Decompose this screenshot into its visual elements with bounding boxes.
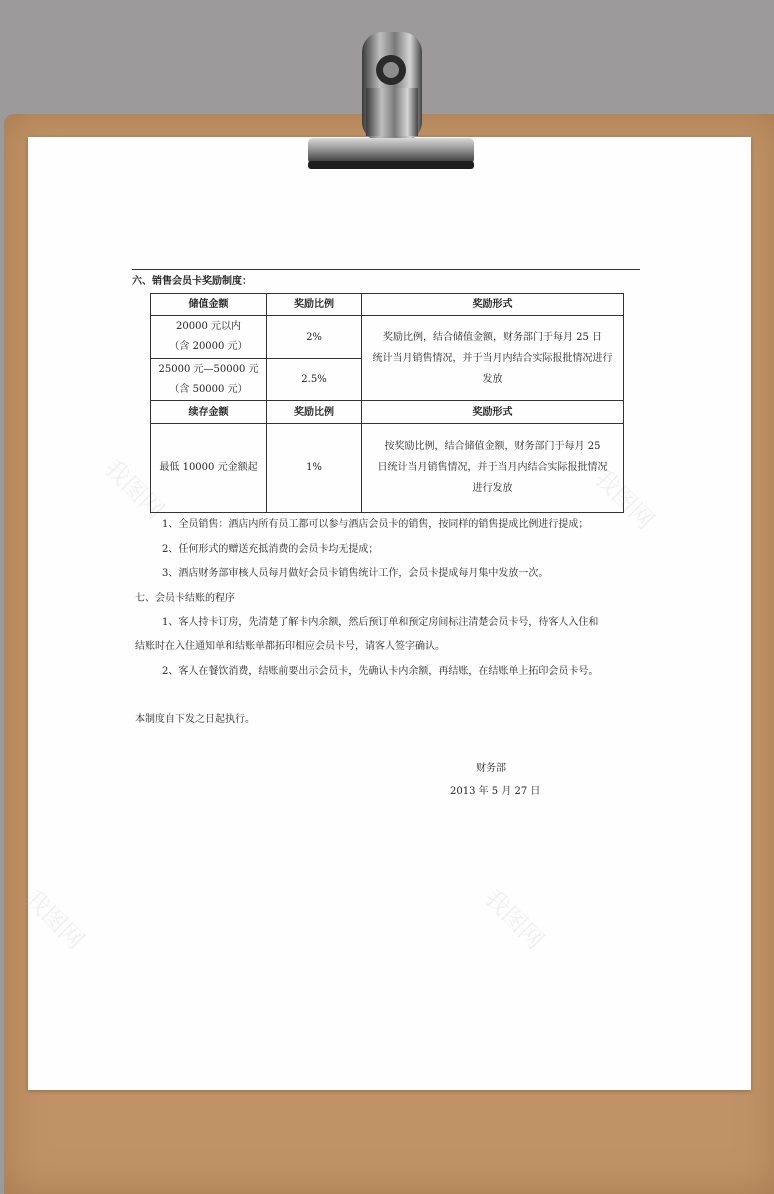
watermark: 我图网 bbox=[478, 883, 550, 955]
header-rule bbox=[132, 269, 640, 270]
table-header-cell: 奖励形式 bbox=[362, 401, 624, 423]
table-header-cell: 奖励比例 bbox=[267, 401, 362, 423]
signature-date: 2013 年 5 月 27 日 bbox=[450, 786, 541, 797]
table-header-cell: 储值金额 bbox=[151, 294, 267, 316]
amount-line: 20000 元以内 bbox=[176, 321, 241, 333]
desc-line: 日统计当月销售情况，并于当月内结合实际报批情况 bbox=[377, 462, 608, 474]
desc-line: 按奖励比例，结合储值金额，财务部门于每月 25 bbox=[384, 441, 601, 453]
table-header-cell: 奖励形式 bbox=[362, 294, 624, 316]
table-cell bbox=[362, 423, 624, 512]
table-cell bbox=[151, 358, 267, 401]
desc-line: 发放 bbox=[482, 373, 503, 385]
desc-line: 统计当月销售情况，并于当月内结合实际报批情况进行 bbox=[372, 352, 613, 364]
section6-title: 六、销售会员卡奖励制度： bbox=[132, 276, 252, 287]
note-1: 1、全员销售：酒店内所有员工都可以参与酒店会员卡的销售，按同样的销售提成比例进行提成； bbox=[162, 519, 589, 530]
section7-title: 七、会员卡结账的程序 bbox=[135, 593, 235, 604]
amount-line: （含 50000 元） bbox=[169, 383, 248, 395]
binder-clip-icon bbox=[300, 28, 478, 178]
table-cell: 最低 10000 元金额起 bbox=[151, 423, 267, 512]
amount-line: （含 20000 元） bbox=[169, 341, 248, 353]
watermark: 我图网 bbox=[98, 453, 170, 525]
table-cell bbox=[362, 316, 624, 401]
watermark: 我图网 bbox=[18, 883, 90, 955]
desc-line: 奖励比例，结合储值金额，财务部门于每月 25 日 bbox=[382, 331, 603, 343]
table-cell bbox=[151, 316, 267, 359]
note-2: 2、任何形式的赠送充抵消费的会员卡均无提成； bbox=[162, 544, 379, 555]
section7-p1-line1: 1、客人持卡订房，先清楚了解卡内余额，然后预订单和预定房间标注清楚会员卡号，待客人入住和 bbox=[162, 617, 599, 628]
table-header-cell: 奖励比例 bbox=[267, 294, 362, 316]
table-cell: 1% bbox=[267, 423, 362, 512]
section7-p2: 2、客人在餐饮消费，结账前要出示会员卡，先确认卡内余额，再结账，在结账单上拓印会员卡号。 bbox=[162, 666, 599, 677]
desc-line: 进行发放 bbox=[472, 483, 513, 495]
signature-dept: 财务部 bbox=[476, 763, 506, 774]
section7-p1-line2: 结账时在入住通知单和结账单都拓印相应会员卡号，请客人签字确认。 bbox=[135, 641, 445, 652]
table-header-row bbox=[151, 294, 624, 316]
amount-line: 25000 元—50000 元 bbox=[158, 363, 259, 375]
table-row bbox=[151, 423, 624, 512]
table-row bbox=[151, 316, 624, 359]
table-cell: 2% bbox=[267, 316, 362, 359]
reward-table bbox=[150, 293, 624, 513]
table-cell: 2.5% bbox=[267, 358, 362, 401]
effective-statement: 本制度自下发之日起执行。 bbox=[135, 714, 255, 725]
table-header-row bbox=[151, 401, 624, 423]
table-header-cell: 续存金额 bbox=[151, 401, 267, 423]
watermark: 我图网 bbox=[588, 463, 660, 535]
note-3: 3、酒店财务部审核人员每月做好会员卡销售统计工作，会员卡提成每月集中发放一次。 bbox=[162, 568, 549, 579]
